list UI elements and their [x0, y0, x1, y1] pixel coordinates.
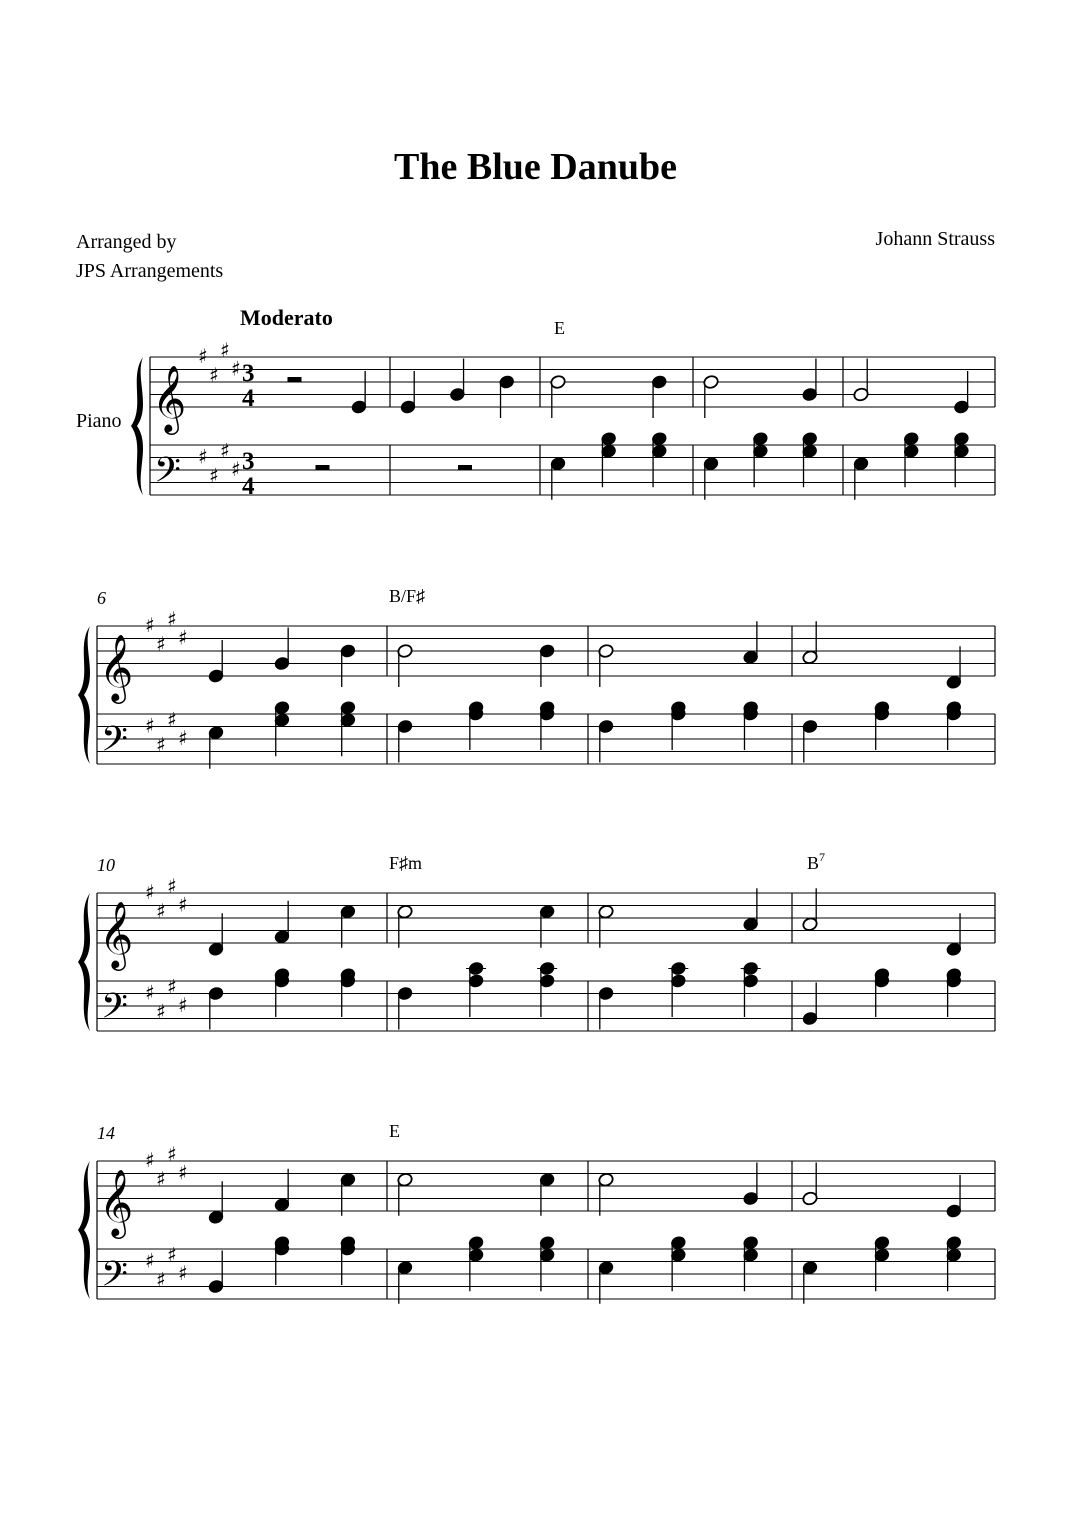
composer-credit: Johann Strauss — [875, 228, 995, 250]
key-signature-sharp: ♯ — [178, 726, 188, 750]
key-signature-sharp: ♯ — [178, 625, 188, 650]
arranger-line-1: Arranged by — [76, 231, 177, 253]
chord-symbol: B/F♯ — [389, 586, 426, 606]
key-signature-sharp: ♯ — [209, 362, 219, 387]
key-signature-sharp: ♯ — [156, 1267, 166, 1292]
key-signature-sharp: ♯ — [231, 457, 241, 481]
key-signature-sharp: ♯ — [156, 631, 166, 656]
treble-clef-icon: 𝄞 — [99, 633, 134, 701]
measure-number: 10 — [97, 855, 115, 875]
bass-clef-icon: 𝄢 — [101, 718, 129, 768]
half-rest — [458, 465, 472, 470]
key-signature-sharp: ♯ — [220, 337, 230, 362]
key-signature-sharp: ♯ — [198, 444, 208, 469]
arranger-line-2: JPS Arrangements — [76, 260, 224, 282]
chord-symbol-superscript: 7 — [819, 850, 825, 864]
key-signature-sharp: ♯ — [167, 974, 177, 999]
key-signature-sharp: ♯ — [156, 1166, 166, 1191]
key-signature-sharp: ♯ — [178, 993, 188, 1017]
key-signature-sharp: ♯ — [198, 344, 208, 368]
half-rest — [287, 377, 301, 382]
key-signature-sharp: ♯ — [167, 873, 177, 898]
chord-symbol: E — [389, 1121, 400, 1141]
key-signature-sharp: ♯ — [209, 463, 219, 488]
key-signature-sharp: ♯ — [178, 1261, 188, 1285]
key-signature-sharp: ♯ — [156, 732, 166, 757]
time-signature-top: 3 — [242, 360, 255, 387]
chord-symbol: B — [807, 853, 820, 873]
chord-symbol: F♯m — [389, 853, 423, 873]
time-signature-bottom: 4 — [242, 473, 255, 500]
piece-title: The Blue Danube — [394, 146, 677, 188]
key-signature-sharp: ♯ — [167, 707, 177, 732]
bass-clef-icon: 𝄢 — [154, 449, 182, 499]
key-signature-sharp: ♯ — [145, 1148, 155, 1172]
grand-staff-brace — [78, 1161, 90, 1299]
key-signature-sharp: ♯ — [145, 613, 155, 637]
key-signature-sharp: ♯ — [220, 438, 230, 463]
key-signature-sharp: ♯ — [167, 1242, 177, 1267]
chord-symbol: E — [554, 318, 565, 338]
measure-number: 14 — [97, 1123, 115, 1143]
key-signature-sharp: ♯ — [178, 892, 188, 917]
key-signature-sharp: ♯ — [145, 880, 155, 904]
key-signature-sharp: ♯ — [178, 1160, 188, 1185]
tempo-marking: Moderato — [240, 305, 333, 330]
bass-clef-icon: 𝄢 — [101, 985, 129, 1035]
half-rest — [316, 465, 330, 470]
treble-clef-icon: 𝄞 — [152, 364, 187, 432]
key-signature-sharp: ♯ — [145, 1248, 155, 1273]
key-signature-sharp: ♯ — [231, 356, 241, 381]
bass-clef-icon: 𝄢 — [101, 1253, 129, 1303]
key-signature-sharp: ♯ — [167, 606, 177, 631]
key-signature-sharp: ♯ — [156, 898, 166, 923]
time-signature-top: 3 — [242, 448, 255, 475]
key-signature-sharp: ♯ — [145, 713, 155, 738]
grand-staff-brace — [131, 357, 143, 495]
treble-clef-icon: 𝄞 — [99, 900, 134, 968]
instrument-label: Piano — [76, 410, 122, 432]
grand-staff-brace — [78, 626, 90, 764]
key-signature-sharp: ♯ — [145, 980, 155, 1005]
key-signature-sharp: ♯ — [156, 999, 166, 1024]
treble-clef-icon: 𝄞 — [99, 1168, 134, 1236]
time-signature-bottom: 4 — [242, 385, 255, 412]
grand-staff-brace — [78, 893, 90, 1031]
key-signature-sharp: ♯ — [167, 1141, 177, 1166]
measure-number: 6 — [97, 588, 106, 608]
